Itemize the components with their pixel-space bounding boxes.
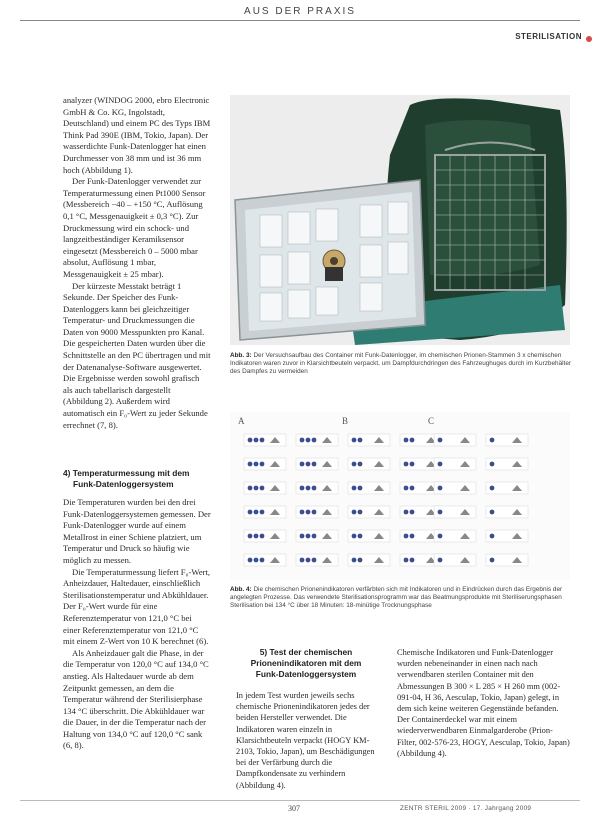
indicator-strip (244, 482, 286, 494)
figure-caption-4 (230, 586, 575, 610)
indicator-dot (306, 558, 311, 563)
indicator-dot (312, 462, 317, 467)
indicator-dot (352, 486, 357, 491)
page-number: 307 (288, 804, 300, 813)
indicator-dot (312, 438, 317, 443)
panel-label-a: A (238, 416, 245, 426)
indicator-dot (260, 462, 265, 467)
indicator-dot (490, 486, 495, 491)
indicator-dot (358, 558, 363, 563)
indicator-dot (248, 486, 253, 491)
indicator-strip (296, 458, 338, 470)
indicator-dot (312, 510, 317, 515)
indicator-strip (348, 554, 390, 566)
indicator-dot (490, 534, 495, 539)
indicator-strip (348, 458, 390, 470)
indicator-dot (306, 534, 311, 539)
indicator-dot (490, 558, 495, 563)
indicator-dot (300, 462, 305, 467)
section-heading-5 (236, 647, 376, 680)
indicator-strip (486, 554, 528, 566)
indicator-dot (358, 534, 363, 539)
indicator-dot (306, 462, 311, 467)
indicator-dot (404, 486, 409, 491)
indicator-strip (434, 482, 476, 494)
heading-line: 4) Temperaturmessung mit dem (63, 468, 190, 478)
indicator-dot (260, 534, 265, 539)
figure-photo-container (230, 95, 570, 345)
indicator-dot (248, 438, 253, 443)
indicator-strip (434, 530, 476, 542)
panel-label-c: C (428, 416, 435, 426)
indicator-dot (300, 510, 305, 515)
indicator-dot (300, 438, 305, 443)
indicator-dot (306, 486, 311, 491)
heading-line: Funk-Datenloggersystem (73, 479, 174, 489)
indicator-dot (312, 534, 317, 539)
indicator-dot (438, 438, 443, 443)
indicator-strip (296, 506, 338, 518)
indicator-dot (404, 510, 409, 515)
indicator-strip (434, 554, 476, 566)
indicator-dot (312, 558, 317, 563)
indicator-dot (248, 534, 253, 539)
indicator-dot (358, 462, 363, 467)
indicator-strip (348, 434, 390, 446)
indicator-strip (244, 530, 286, 542)
indicator-dot (352, 462, 357, 467)
heading-line: Prionenindikatoren mit dem (250, 658, 362, 668)
indicator-dot (306, 438, 311, 443)
body-paragraph: Die Temperaturmessung liefert F₀-Wert, Anheizdauer, Haltedauer, einschließlich Sterilisationstemperatur und Abkühldauer. Der F₀-Wert wurde für eine Referenztemperatur von 121,0 °C bei einer Referenztemperatur von 121,0 °C mit einem Z-Wert von 10 K berechnet (6). (63, 566, 211, 647)
indicator-strip (244, 506, 286, 518)
indicator-dot (410, 438, 415, 443)
indicator-dot (358, 438, 363, 443)
text-column-left-2 (63, 497, 211, 752)
indicator-dot (410, 534, 415, 539)
indicator-dot (404, 462, 409, 467)
indicator-dot (410, 462, 415, 467)
indicator-dot (404, 558, 409, 563)
indicator-dot (438, 462, 443, 467)
indicator-dot (410, 486, 415, 491)
indicator-dot (306, 510, 311, 515)
indicator-dot (254, 558, 259, 563)
indicator-strip (244, 554, 286, 566)
indicator-dot (438, 558, 443, 563)
section-heading (63, 468, 189, 490)
panel-label-b: B (342, 416, 349, 426)
indicator-dot (254, 486, 259, 491)
indicator-dot (312, 486, 317, 491)
indicator-dot (410, 510, 415, 515)
indicator-dot (260, 438, 265, 443)
body-paragraph: Der kürzeste Messtakt beträgt 1 Sekunde. Der Speicher des Funk-Datenloggers kann bei gleichzeitiger Temperatur- und Druckmessungen die Daten von 9000 Messpunkten pro Kanal. Die gespeicherten Daten wurden über die Schnittstelle an den PC übertragen und mit der Datenanalyse-Software ausgewertet. Die Ergebnisse werden sowohl grafisch als auch tabellarisch dargestellt (Abbildung 2). Außerdem wird automatisch ein F₀-Wert zu jeder Sekunde errechnet (7, 8). (63, 280, 211, 430)
heading-line: 5) Test der chemischen (259, 647, 353, 657)
indicator-strip (434, 434, 476, 446)
brand-logo: STERILISATION (515, 32, 582, 41)
indicator-dot (490, 462, 495, 467)
indicator-strip (296, 554, 338, 566)
indicator-strip (348, 482, 390, 494)
indicator-dot (352, 558, 357, 563)
header-rule (20, 20, 580, 21)
caption-label: Abb. 3: (230, 352, 252, 359)
indicator-strip (434, 506, 476, 518)
indicator-strip (486, 482, 528, 494)
journal-footer: ZENTR STERIL 2009 · 17. Jahrgang 2009 (400, 805, 532, 812)
indicator-dot (404, 438, 409, 443)
figure-indicator-panel (230, 412, 570, 580)
indicator-strip (296, 482, 338, 494)
indicator-dot (438, 510, 443, 515)
indicator-dot (410, 558, 415, 563)
brand-dot-icon (586, 36, 592, 42)
caption-text: Der Versuchsaufbau des Container mit Funk-Datenlogger, im chemischen Prionen-Stammen 3 x chemischen Indikatoren waren zuvor in Klarsichtbeuteln verpackt, um Dampfdurchdringen des Fahrzeughuges durch im Kurzbehälter des Dampfes zu vermeiden (230, 352, 572, 375)
indicator-dot (352, 510, 357, 515)
indicator-strip (244, 458, 286, 470)
body-paragraph: Die Temperaturen wurden bei den drei Funk-Datenloggersystemen gemessen. Der Funk-Datenlogger wurde auf einem Metallrost in einer Schiene platziert, um Temperatur und Druck so häufig wie möglich zu messen. (63, 497, 211, 565)
indicator-dot (248, 558, 253, 563)
indicator-strip (244, 434, 286, 446)
indicator-dot (248, 462, 253, 467)
indicator-dot (438, 486, 443, 491)
indicator-dot (352, 438, 357, 443)
indicator-dot (300, 534, 305, 539)
indicator-dot (260, 558, 265, 563)
body-paragraph: analyzer (WINDOG 2000, ebro Electronic GmbH & Co. KG, Ingolstadt, Deutschland) und einem PC des Typs IBM Think Pad 390E (IBM, Tokio, Japan). Der wasserdichte Funk-Datenlogger hat einen Durchmesser von 38 mm und ist 36 mm hoch (Abbildung 1). (63, 95, 211, 175)
indicator-strip (486, 506, 528, 518)
indicator-strip (296, 434, 338, 446)
indicator-dot (490, 438, 495, 443)
indicator-dot (260, 510, 265, 515)
indicator-strip (486, 458, 528, 470)
indicator-dot (248, 510, 253, 515)
indicator-dot (404, 534, 409, 539)
caption-label: Abb. 4: (230, 586, 252, 593)
indicator-dot (438, 534, 443, 539)
indicator-strip (486, 530, 528, 542)
text-column-right (397, 647, 570, 759)
container-photo (230, 95, 570, 345)
footer-rule (20, 800, 580, 801)
text-column-middle (236, 690, 376, 791)
body-paragraph: Als Anheizdauer galt die Phase, in der die Temperatur von 120,0 °C auf 134,0 °C anstieg. Als Haltedauer wurde ab dem Zeitpunkt gemessen, an dem die Temperatur während der Sterilisierphase 134 °C überschritt. Die Abkühldauer war die Dauer, in der die Temperatur nach der Haltung von 134,0 °C auf 120,0 °C sank (6, 8). (63, 647, 209, 751)
indicator-dot (254, 534, 259, 539)
body-paragraph: Chemische Indikatoren und Funk-Datenlogger wurden nebeneinander in einen nach nach verwendbaren sterilen Container mit den Abmessungen B 300 × L 285 × H 260 mm (002-091-04, H 36, Aesculap, Tokio, Japan) gelegt, in dem sich keine weiteren Gegenstände befanden. Der Containerdeckel war mit einem wiederverwendbaren Einmalgarderobe (Prion-Filter, 002-576-23, HOGY, Aesculap, Tokio, Japan) (Abbildung 4). (397, 648, 570, 758)
indicator-dot (254, 510, 259, 515)
indicator-dot (260, 486, 265, 491)
indicator-dot (254, 462, 259, 467)
indicator-dot (352, 534, 357, 539)
caption-text: Die chemischen Prionenindikatoren verfärbten sich mit Indikatoren und in Eindrücken durch das Ergebnis der angelegten Prozesse. Das verwendete Sterilisationsprogramm war das Beatmungsprodukte mit Steriliserungsphasen Sterilisation bei 134 °C über 18 Minuten: 18-minütige Trocknungsphase (230, 586, 563, 609)
heading-line: Funk-Datenloggersystem (255, 669, 357, 679)
indicator-dot (490, 510, 495, 515)
text-column-left (63, 95, 211, 431)
indicator-dot (254, 438, 259, 443)
indicator-grid (230, 412, 570, 580)
indicator-dot (300, 558, 305, 563)
indicator-dot (358, 486, 363, 491)
body-paragraph: In jedem Test wurden jeweils sechs chemische Prionenindikatoren jedes der beiden Hersteller verwendet. Die Indikatoren waren einzeln in Klarsichtbeuteln verpackt (HOGY KM-2103, Tokio, Japan), um Beschädigungen bei der Verfärbung durch die Dampfkondensate zu verhindern (Abbildung 4). (236, 691, 375, 790)
indicator-strip (348, 530, 390, 542)
indicator-strip (348, 506, 390, 518)
indicator-strip (486, 434, 528, 446)
indicator-dot (300, 486, 305, 491)
body-paragraph: Der Funk-Datenlogger verwendet zur Temperaturmessung einen Pt1000 Sensor (Messbereich −40 – +150 °C, Auflösung 0,1 °C, Messgenauigkeit ± 0,3 °C). Zur Druckmessung wird ein schock- und langzeitbeständiger Keramiksensor eingesetzt (Messbereich 0 – 5000 mbar absolut, Auflösung 1 mbar, Messgenauigkeit ± 25 mbar). (63, 176, 206, 279)
figure-caption-3 (230, 352, 575, 376)
indicator-strip (296, 530, 338, 542)
indicator-dot (358, 510, 363, 515)
indicator-strip (434, 458, 476, 470)
running-header: AUS DER PRAXIS (244, 6, 356, 17)
